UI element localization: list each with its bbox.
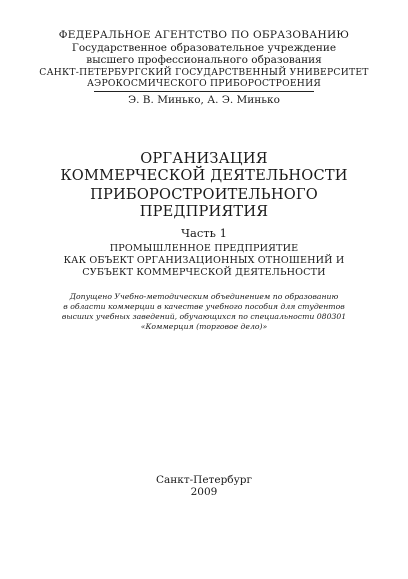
header-divider — [94, 91, 314, 92]
university-name-line-2: АЭРОКОСМИЧЕСКОГО ПРИБОРОСТРОЕНИЯ — [86, 78, 322, 89]
approval-note-line-3: высших учебных заведений, обучающихся по специальности 080301 — [61, 312, 347, 321]
subtitle-line-3: СУБЪЕКТ КОММЕРЧЕСКОЙ ДЕЯТЕЛЬНОСТИ — [82, 267, 326, 278]
approval-note-line-2: в области коммерции в качестве учебного пособия для студентов — [63, 302, 345, 311]
book-title-line-2: КОММЕРЧЕСКОЙ ДЕЯТЕЛЬНОСТИ — [60, 167, 348, 184]
institution-type-line-2: высшего профессионального образования — [86, 54, 322, 66]
subtitle-line-2: КАК ОБЪЕКТ ОРГАНИЗАЦИОННЫХ ОТНОШЕНИЙ И — [63, 255, 345, 266]
publication-year: 2009 — [190, 486, 218, 498]
institution-type-line-1: Государственное образовательное учреждение — [71, 42, 337, 54]
book-title-line-3: ПРИБОРОСТРОИТЕЛЬНОГО — [90, 186, 318, 203]
approval-note-line-1: Допущено Учебно-методическим объединением по образованию — [69, 292, 339, 301]
approval-note-line-4: «Коммерция (торговое дело)» — [140, 322, 268, 331]
subtitle-line-1: ПРОМЫШЛЕННОЕ ПРЕДПРИЯТИЕ — [109, 243, 299, 254]
part-number: Часть 1 — [181, 226, 227, 240]
agency-name: ФЕДЕРАЛЬНОЕ АГЕНТСТВО ПО ОБРАЗОВАНИЮ — [58, 29, 350, 41]
university-name-line-1: САНКТ-ПЕТЕРБУРГСКИЙ ГОСУДАРСТВЕННЫЙ УНИВЕРСИТЕТ — [39, 67, 369, 78]
book-title-line-4: ПРЕДПРИЯТИЯ — [139, 203, 269, 220]
authors: Э. В. Минько, А. Э. Минько — [128, 94, 280, 106]
publication-city: Санкт-Петербург — [155, 474, 253, 486]
book-title-line-1: ОРГАНИЗАЦИЯ — [140, 150, 268, 167]
